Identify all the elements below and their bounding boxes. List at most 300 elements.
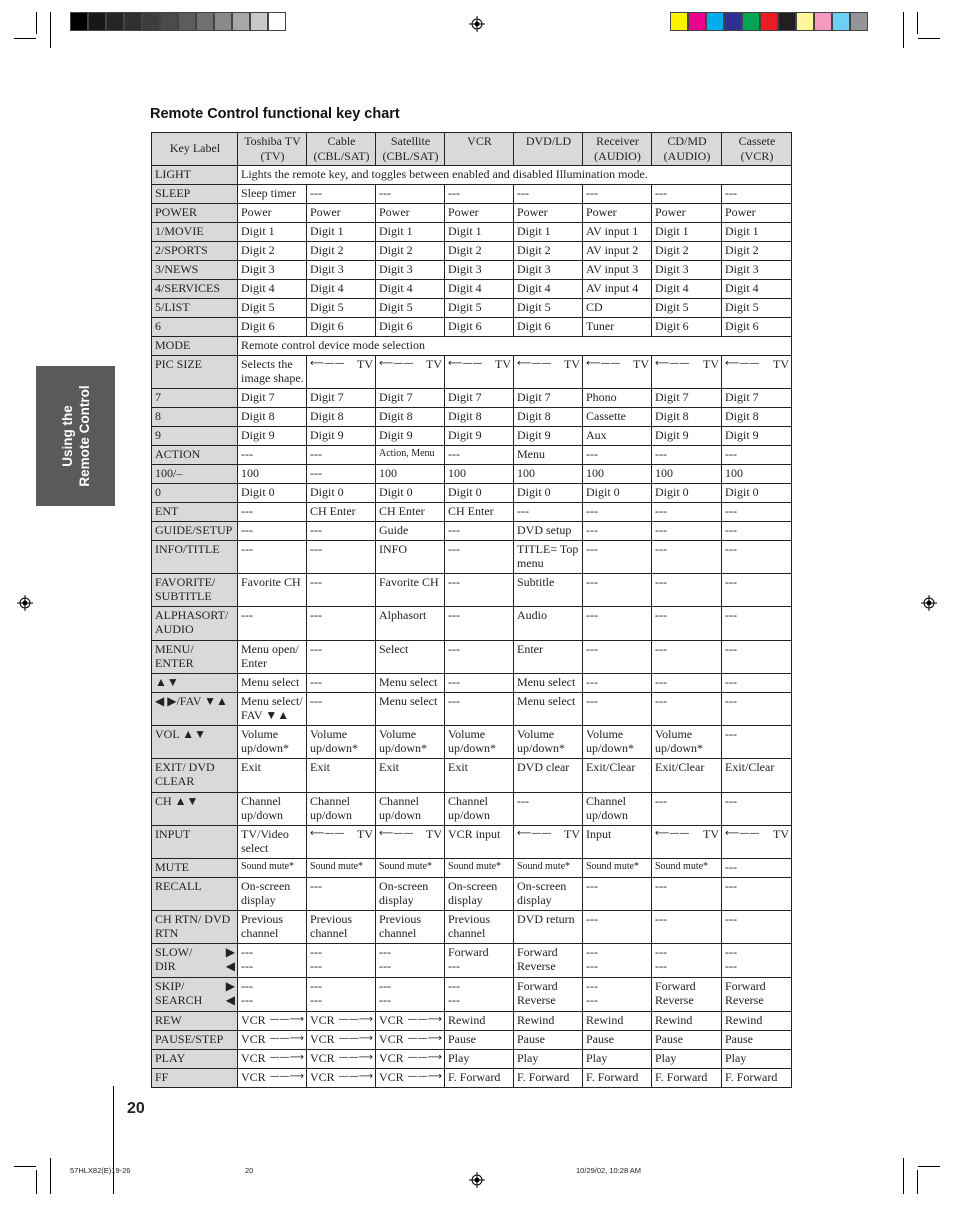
page-heading: Remote Control functional key chart [150, 106, 400, 122]
table-cell: Favorite CH [238, 573, 307, 606]
key-label-cell: ACTION [152, 445, 238, 464]
table-cell: Lights the remote key, and toggles between enabled and disabled Illumination mode. [238, 166, 792, 185]
column-header: CD/MD (AUDIO) [652, 133, 722, 166]
table-cell: Digit 3 [722, 260, 792, 279]
key-label-cell: VOL ▲▼ [152, 725, 238, 758]
table-cell: F. Forward [583, 1068, 652, 1087]
table-cell: Play [514, 1049, 583, 1068]
table-cell: Subtitle [514, 573, 583, 606]
table-cell: Digit 6 [722, 317, 792, 336]
table-cell: Power [307, 204, 376, 223]
table-row [152, 222, 792, 241]
table-cell: Digit 0 [445, 483, 514, 502]
table-cell: --- [445, 573, 514, 606]
table-cell: --- [238, 502, 307, 521]
right-arrow-icon: ——⟶ [407, 1013, 442, 1025]
label-line [155, 979, 235, 994]
table-row [152, 910, 792, 943]
cell-line: --- [586, 944, 598, 959]
table-cell [445, 355, 514, 388]
key-label-cell: ◀ ▶/FAV ▼▲ [152, 692, 238, 725]
cell-line: Reverse [517, 959, 556, 973]
crop-mark [918, 1166, 940, 1167]
table-cell [514, 355, 583, 388]
key-label-cell: SLEEP [152, 185, 238, 204]
table-cell: Previous channel [307, 910, 376, 943]
table-cell [445, 977, 514, 1011]
table-cell [307, 1011, 376, 1030]
arrow-cell [241, 1013, 304, 1028]
table-cell: --- [376, 185, 445, 204]
table-cell: Sound mute* [376, 858, 445, 877]
table-cell: 100 [652, 464, 722, 483]
cell-line: --- [241, 978, 253, 993]
arrow-cell [310, 1051, 373, 1066]
arrow-cell [310, 1032, 373, 1047]
arrow-target: TV [564, 356, 580, 371]
table-cell: Digit 3 [238, 260, 307, 279]
arrow-cell [517, 357, 580, 372]
table-cell [307, 1030, 376, 1049]
color-swatch [814, 12, 832, 31]
table-cell [514, 977, 583, 1011]
table-cell: 100 [722, 464, 792, 483]
crop-mark [50, 12, 51, 48]
table-cell: Volume up/down* [583, 725, 652, 758]
table-cell: 100 [514, 464, 583, 483]
play-left-icon: ◀ [225, 993, 235, 1007]
cell-line: Reverse [725, 993, 764, 1007]
arrow-source: VCR [379, 1031, 404, 1046]
table-cell: Menu open/ Enter [238, 640, 307, 673]
key-label-cell: GUIDE/SETUP [152, 521, 238, 540]
registration-mark-icon [17, 595, 33, 611]
table-cell: Cassette [583, 407, 652, 426]
arrow-cell [379, 357, 442, 372]
arrow-source: VCR [310, 1050, 335, 1065]
table-row [152, 388, 792, 407]
right-arrow-icon: ——⟶ [407, 1051, 442, 1063]
table-cell: Channel up/down [583, 792, 652, 825]
table-cell: Digit 3 [514, 260, 583, 279]
table-cell: Digit 1 [376, 222, 445, 241]
table-cell: AV input 1 [583, 222, 652, 241]
table-cell: Digit 0 [514, 483, 583, 502]
table-cell: Digit 7 [652, 388, 722, 407]
left-arrow-icon: ⟵—— [725, 357, 760, 369]
table-cell: --- [652, 185, 722, 204]
table-cell: Digit 3 [652, 260, 722, 279]
key-label-cell: MUTE [152, 858, 238, 877]
table-cell: On-screen display [238, 877, 307, 910]
page-number: 20 [127, 1100, 145, 1117]
table-cell: --- [722, 692, 792, 725]
arrow-cell [310, 1013, 373, 1028]
color-swatch [742, 12, 760, 31]
table-cell [722, 977, 792, 1011]
table-cell: Digit 8 [722, 407, 792, 426]
left-arrow-icon: ⟵—— [517, 827, 552, 839]
table-cell: DVD setup [514, 521, 583, 540]
table-cell: Remote control device mode selection [238, 336, 792, 355]
cell-line: Forward [655, 978, 696, 993]
table-cell: Sound mute* [514, 858, 583, 877]
table-cell: Digit 1 [722, 222, 792, 241]
table-cell: Channel up/down [376, 792, 445, 825]
table-cell: Digit 9 [376, 426, 445, 445]
table-cell: Digit 4 [307, 279, 376, 298]
table-cell: --- [583, 502, 652, 521]
table-row [152, 825, 792, 858]
color-swatch [178, 12, 196, 31]
color-swatch [778, 12, 796, 31]
color-swatch [214, 12, 232, 31]
right-arrow-icon: ——⟶ [269, 1070, 304, 1082]
cell-line: --- [310, 993, 322, 1007]
key-label-cell [152, 977, 238, 1011]
key-label-cell [152, 943, 238, 977]
table-cell: F. Forward [722, 1068, 792, 1087]
table-cell: Play [445, 1049, 514, 1068]
right-arrow-icon: ——⟶ [269, 1032, 304, 1044]
table-cell: --- [307, 573, 376, 606]
key-label-cell: 2/SPORTS [152, 241, 238, 260]
column-header: Key Label [152, 133, 238, 166]
table-cell [238, 1049, 307, 1068]
table-cell [445, 943, 514, 977]
right-arrow-icon: ——⟶ [338, 1032, 373, 1044]
table-cell: Digit 1 [445, 222, 514, 241]
color-swatch [760, 12, 778, 31]
table-cell [376, 943, 445, 977]
color-swatch [688, 12, 706, 31]
table-cell: --- [238, 445, 307, 464]
cell-line: --- [725, 944, 737, 959]
left-arrow-icon: ⟵—— [725, 827, 760, 839]
registration-mark-icon [469, 1172, 485, 1188]
cell-line: Forward [517, 944, 558, 959]
table-cell [722, 355, 792, 388]
table-row [152, 1030, 792, 1049]
cell-line: --- [379, 944, 391, 959]
arrow-cell [448, 357, 511, 372]
crop-mark [917, 12, 918, 34]
table-cell [652, 943, 722, 977]
table-row [152, 298, 792, 317]
table-cell: Digit 9 [238, 426, 307, 445]
arrow-source: VCR [241, 1012, 266, 1027]
table-cell: Digit 4 [445, 279, 514, 298]
table-cell: Sound mute* [238, 858, 307, 877]
table-cell [376, 355, 445, 388]
table-cell: Rewind [652, 1011, 722, 1030]
table-cell: Guide [376, 521, 445, 540]
table-cell: Digit 2 [376, 241, 445, 260]
table-cell: --- [583, 521, 652, 540]
table-cell: --- [238, 521, 307, 540]
color-swatch [142, 12, 160, 31]
table-cell: Digit 3 [376, 260, 445, 279]
arrow-cell [241, 1051, 304, 1066]
table-cell: Digit 0 [722, 483, 792, 502]
key-label-cell: 8 [152, 407, 238, 426]
table-cell: --- [583, 185, 652, 204]
color-swatch [670, 12, 688, 31]
table-cell: Digit 1 [238, 222, 307, 241]
table-cell: Play [652, 1049, 722, 1068]
arrow-target: TV [426, 826, 442, 841]
table-cell: Digit 2 [238, 241, 307, 260]
table-row [152, 407, 792, 426]
table-cell: Digit 8 [376, 407, 445, 426]
table-cell: --- [652, 521, 722, 540]
crop-mark [50, 1158, 51, 1194]
table-cell: Previous channel [376, 910, 445, 943]
key-label-cell: MODE [152, 336, 238, 355]
crop-mark [903, 1158, 904, 1194]
table-cell: Rewind [722, 1011, 792, 1030]
table-cell: Digit 7 [445, 388, 514, 407]
table-cell: INFO [376, 540, 445, 573]
registration-mark-icon [921, 595, 937, 611]
table-cell: Alphasort [376, 606, 445, 640]
color-swatch [124, 12, 142, 31]
table-cell: --- [583, 692, 652, 725]
cell-line: Forward [517, 978, 558, 993]
key-label-cell: ENT [152, 502, 238, 521]
color-swatch [160, 12, 178, 31]
table-cell [722, 943, 792, 977]
table-cell: Digit 5 [722, 298, 792, 317]
table-cell: --- [652, 792, 722, 825]
table-cell: --- [307, 185, 376, 204]
table-cell: Volume up/down* [238, 725, 307, 758]
table-cell: --- [722, 640, 792, 673]
table-cell [307, 355, 376, 388]
table-cell: Digit 9 [722, 426, 792, 445]
arrow-cell [725, 827, 789, 842]
table-cell: Digit 9 [652, 426, 722, 445]
table-cell: Digit 5 [376, 298, 445, 317]
key-label-cell: 0 [152, 483, 238, 502]
table-cell: --- [238, 606, 307, 640]
table-cell: --- [652, 573, 722, 606]
table-row [152, 673, 792, 692]
crop-mark [917, 1170, 918, 1194]
table-cell [376, 1068, 445, 1087]
table-cell: On-screen display [514, 877, 583, 910]
cmyk-color-bar [670, 12, 868, 31]
key-label-cell: EXIT/ DVD CLEAR [152, 758, 238, 792]
cell-line: --- [241, 959, 253, 973]
play-left-icon: ◀ [225, 959, 235, 973]
arrow-cell [310, 827, 373, 842]
arrow-source: VCR [379, 1012, 404, 1027]
table-cell: Power [583, 204, 652, 223]
table-cell: --- [307, 464, 376, 483]
table-cell: --- [445, 640, 514, 673]
table-cell: Digit 1 [514, 222, 583, 241]
key-label-cell: LIGHT [152, 166, 238, 185]
table-cell: Power [514, 204, 583, 223]
table-cell: Digit 2 [514, 241, 583, 260]
arrow-target: TV [703, 356, 719, 371]
cell-line: --- [448, 978, 460, 993]
crop-mark [36, 1170, 37, 1194]
table-cell: --- [652, 692, 722, 725]
table-row [152, 355, 792, 388]
key-label-cell: 6 [152, 317, 238, 336]
table-cell: --- [445, 185, 514, 204]
table-cell: --- [583, 640, 652, 673]
table-cell: --- [445, 445, 514, 464]
table-cell: Channel up/down [445, 792, 514, 825]
cell-line: --- [241, 993, 253, 1007]
table-cell: --- [583, 673, 652, 692]
table-row [152, 606, 792, 640]
table-cell: Digit 6 [307, 317, 376, 336]
arrow-cell [586, 357, 649, 372]
table-cell: Menu [514, 445, 583, 464]
column-header: Cable (CBL/SAT) [307, 133, 376, 166]
table-cell [238, 1068, 307, 1087]
table-cell: Digit 9 [514, 426, 583, 445]
left-arrow-icon: ⟵—— [655, 827, 690, 839]
table-cell [307, 977, 376, 1011]
table-cell: F. Forward [514, 1068, 583, 1087]
arrow-target: TV [357, 356, 373, 371]
table-cell [652, 825, 722, 858]
color-swatch [106, 12, 124, 31]
color-swatch [706, 12, 724, 31]
table-cell: --- [722, 877, 792, 910]
table-cell: Power [652, 204, 722, 223]
table-cell: --- [583, 540, 652, 573]
table-cell [307, 1068, 376, 1087]
arrow-source: VCR [310, 1031, 335, 1046]
table-cell: Previous channel [445, 910, 514, 943]
table-cell: --- [722, 445, 792, 464]
key-label-cell: INFO/TITLE [152, 540, 238, 573]
cell-line: --- [725, 959, 737, 973]
color-swatch [70, 12, 88, 31]
table-cell: Exit [445, 758, 514, 792]
cell-line: --- [310, 944, 322, 959]
table-cell: Audio [514, 606, 583, 640]
table-cell: Digit 9 [307, 426, 376, 445]
right-arrow-icon: ——⟶ [407, 1070, 442, 1082]
table-cell: Digit 2 [445, 241, 514, 260]
cell-line: --- [448, 993, 460, 1007]
table-row [152, 260, 792, 279]
table-cell: AV input 2 [583, 241, 652, 260]
table-cell: Digit 4 [514, 279, 583, 298]
left-arrow-icon: ⟵—— [310, 357, 345, 369]
table-cell: --- [583, 573, 652, 606]
table-cell: CH Enter [445, 502, 514, 521]
column-header: VCR [445, 133, 514, 166]
key-label-cell: 3/NEWS [152, 260, 238, 279]
table-cell: Pause [652, 1030, 722, 1049]
table-cell: F. Forward [652, 1068, 722, 1087]
table-cell: --- [722, 540, 792, 573]
arrow-source: VCR [310, 1012, 335, 1027]
cell-line: --- [448, 959, 460, 973]
label-text: SKIP/ [155, 978, 185, 993]
key-label-cell: PIC SIZE [152, 355, 238, 388]
table-row [152, 445, 792, 464]
table-cell: Digit 1 [307, 222, 376, 241]
key-label-cell: CH ▲▼ [152, 792, 238, 825]
table-cell: Digit 8 [445, 407, 514, 426]
table-cell: Digit 2 [722, 241, 792, 260]
column-header: Cassete (VCR) [722, 133, 792, 166]
table-row [152, 185, 792, 204]
table-cell [307, 943, 376, 977]
table-cell [376, 1011, 445, 1030]
table-cell: Digit 5 [514, 298, 583, 317]
table-cell: Volume up/down* [652, 725, 722, 758]
table-cell: --- [514, 502, 583, 521]
table-cell: --- [722, 606, 792, 640]
table-cell: Digit 7 [307, 388, 376, 407]
table-cell: CH Enter [376, 502, 445, 521]
table-row [152, 204, 792, 223]
table-row [152, 464, 792, 483]
table-row [152, 573, 792, 606]
crop-mark [14, 38, 36, 39]
table-cell: Enter [514, 640, 583, 673]
table-cell: --- [652, 640, 722, 673]
table-cell [307, 1049, 376, 1068]
table-cell: Pause [445, 1030, 514, 1049]
color-swatch [88, 12, 106, 31]
footer-page: 20 [245, 1166, 254, 1175]
table-cell: Digit 6 [376, 317, 445, 336]
table-cell [583, 943, 652, 977]
table-cell: Tuner [583, 317, 652, 336]
table-cell: Rewind [514, 1011, 583, 1030]
table-cell: --- [238, 540, 307, 573]
table-cell: --- [583, 606, 652, 640]
key-label-cell: 100/– [152, 464, 238, 483]
table-cell: --- [445, 673, 514, 692]
table-row [152, 426, 792, 445]
cell-line: --- [586, 959, 598, 973]
table-cell: Digit 9 [445, 426, 514, 445]
table-cell: --- [722, 185, 792, 204]
cell-line: --- [655, 959, 667, 973]
table-cell: Digit 3 [445, 260, 514, 279]
table-cell: Menu select [376, 692, 445, 725]
label-text: DIR [155, 959, 176, 973]
arrow-source: VCR [241, 1069, 266, 1084]
table-cell: Menu select/ FAV ▼▲ [238, 692, 307, 725]
table-cell [376, 825, 445, 858]
left-arrow-icon: ⟵—— [310, 827, 345, 839]
table-cell: On-screen display [445, 877, 514, 910]
footer-date: 10/29/02, 10:28 AM [576, 1166, 642, 1175]
cell-line: --- [655, 944, 667, 959]
table-cell: --- [652, 445, 722, 464]
table-cell: Sound mute* [307, 858, 376, 877]
left-arrow-icon: ⟵—— [586, 357, 621, 369]
arrow-cell [379, 827, 442, 842]
table-cell: --- [583, 445, 652, 464]
table-cell: --- [445, 692, 514, 725]
table-cell: Digit 6 [514, 317, 583, 336]
table-cell [652, 977, 722, 1011]
